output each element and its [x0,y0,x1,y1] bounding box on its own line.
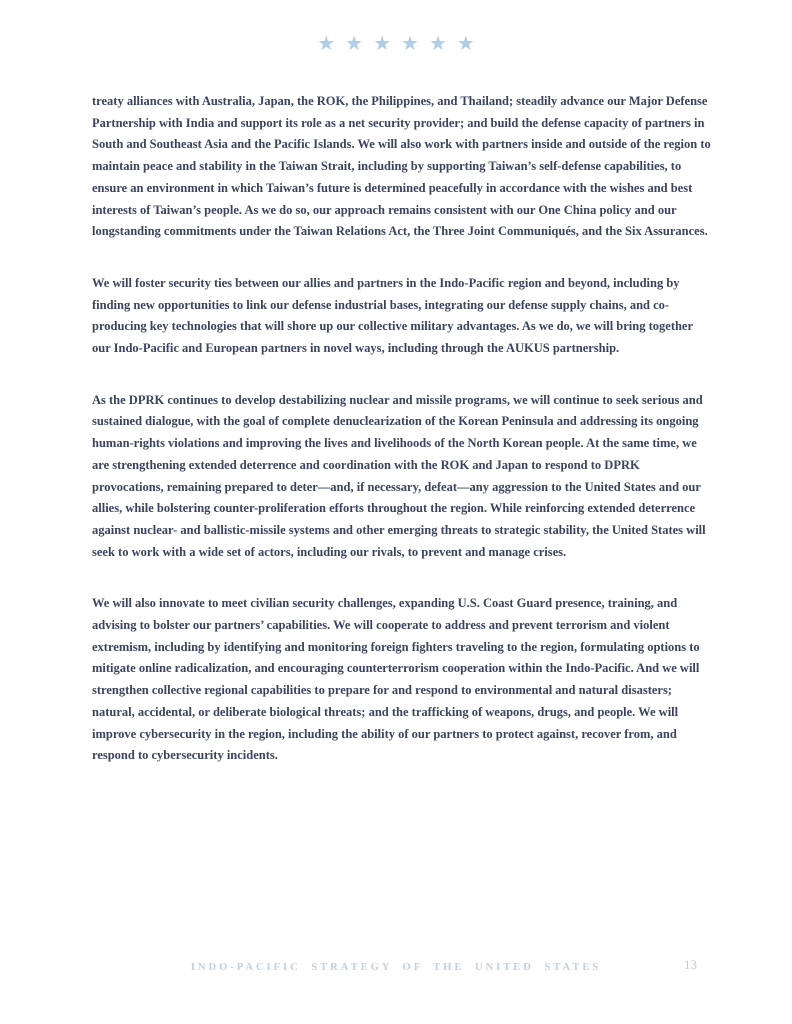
star-icon: ★ [317,33,336,55]
star-icon: ★ [373,33,391,55]
body-paragraph: We will foster security ties between our allies and partners in the Indo-Pacific region and beyond, including by finding new opportunities to link our defense industrial bases, integrating our defense supply chains, and co-producing key technologies that will shore up our collective military advantages. As we do, we will bring together our Indo-Pacific and European partners in novel ways, including through the AUKUS partnership. [92,275,693,356]
star-icon: ★ [401,33,419,55]
body-paragraph: We will also innovate to meet civilian security challenges, expanding U.S. Coast Guard presence, training, and advising to bolster our partners’ capabilities. We will cooperate to address and prevent terrorism and violent extremism, including by identifying and monitoring foreign fighters traveling to the region, formulating options to mitigate online radicalization, and encouraging counterterrorism cooperation within the Indo-Pacific. And we will strengthen collective regional capabilities to prepare for and respond to environmental and natural disasters; natural, accidental, or deliberate biological threats; and the trafficking of weapons, drugs, and people. We will improve cybersecurity in the region, including the ability of our partners to protect against, recover from, and respond to cybersecurity incidents. [92,596,700,763]
body-paragraph: As the DPRK continues to develop destabilizing nuclear and missile programs, we will continue to seek serious and sustained dialogue, with the goal of complete denuclearization of the Korean Peninsula and addressing its ongoing human-rights violations and improving the lives and livelihoods of the North Korean people. At the same time, we are strengthening extended deterrence and coordination with the ROK and Japan to respond to DPRK provocations, remaining prepared to deter—and, if necessary, defeat—any aggression to the United States and our allies, while bolstering counter-proliferation efforts throughout the region. While reinforcing extended deterrence against nuclear- and ballistic-missile systems and other emerging threats to strategic stability, the United States will seek to work with a wide set of actors, including our rivals, to prevent and manage crises. [92,392,706,559]
page-number: 13 [684,957,697,972]
star-divider [0,33,792,55]
document-body [92,91,712,797]
body-paragraph: treaty alliances with Australia, Japan, the ROK, the Philippines, and Thailand; steadily advance our Major Defense Partnership with India and support its role as a net security provider; and build the defense capacity of partners in South and Southeast Asia and the Pacific Islands. We will also work with partners inside and outside of the region to maintain peace and stability in the Taiwan Strait, including by supporting Taiwan’s self-defense capabilities, to ensure an environment in which Taiwan’s future is determined peacefully in accordance with the wishes and best interests of Taiwan’s people. As we do so, our approach remains consistent with our One China policy and our longstanding commitments under the Taiwan Relations Act, the Three Joint Communiqués, and the Six Assurances. [92,94,711,239]
star-icon: ★ [428,33,447,55]
star-icon: ★ [456,33,475,55]
star-icon: ★ [345,33,364,55]
page-footer [0,957,792,975]
footer-title: INDO-PACIFIC STRATEGY OF THE UNITED STATES [190,962,602,973]
